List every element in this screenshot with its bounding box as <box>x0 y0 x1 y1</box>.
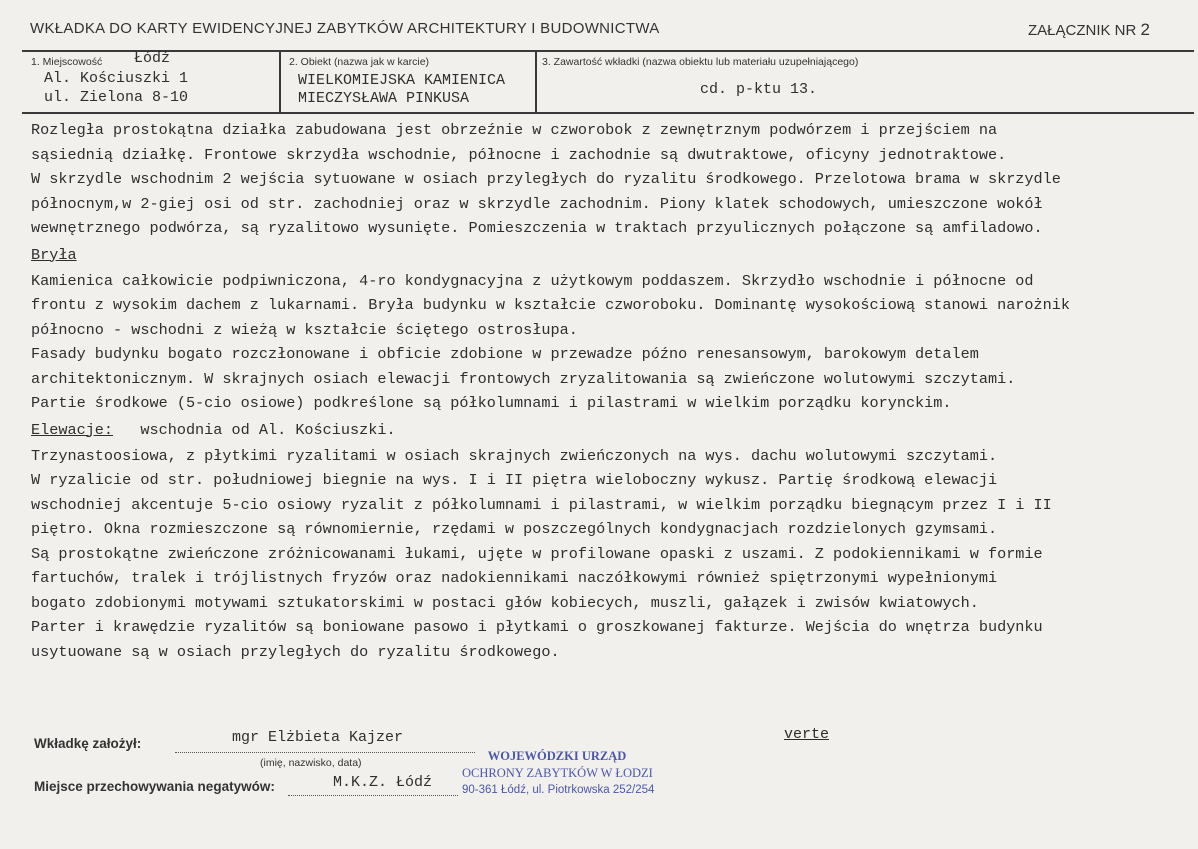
negatives-dotted-line <box>288 795 458 796</box>
annex-label <box>1028 20 1150 40</box>
bryla-line: Partie środkowe (5-cio osiowe) podkreślone są półkolumnami i pilastrami w wielkim porządku korynckim. <box>31 394 952 412</box>
bryla-heading: Bryła <box>31 245 77 264</box>
locality-value: Łódź <box>134 50 171 67</box>
elewacje-line: Trzynastoosiowa, z płytkimi ryzalitami w osiach skrajnych zwieńczonych na wys. dachu wolutowymi szczytami. <box>31 446 998 465</box>
elewacje-line: fartuchów, tralek i trójlistnych fryzów oraz nadokiennikami naczółkowymi również spiętrzonymi wypełnionymi <box>31 569 998 587</box>
bryla-line: północno - wschodni z wieżą w kształcie ściętego ostrosłupa. <box>31 320 578 339</box>
elewacje-line: W ryzalicie od str. południowej biegnie na wys. I i II piętra wieloboczny wykusz. Partię środkową elewacji <box>31 471 998 489</box>
field-divider-2 <box>535 50 537 112</box>
intro-line: północnym,w 2-giej osi od str. zachodniej oraz w skrzydle zachodnim. Piony klatek schodowych, umieszczone wokół <box>31 194 1043 213</box>
address-line-2: ul. Zielona 8-10 <box>44 89 189 106</box>
header-rule-top <box>22 50 1194 52</box>
object-caption: 2. Obiekt (nazwa jak w karcie) <box>289 56 430 68</box>
intro-line: W skrzydle wschodnim 2 wejścia sytuowane w osiach przyległych do ryzalitu środkowego. Przelotowa brama w skrzydle <box>31 170 1061 188</box>
author-label: Wkładkę założył: <box>34 736 142 751</box>
object-line-2: MIECZYSŁAWA PINKUSA <box>298 90 470 107</box>
elewacje-line: usytuowane są w osiach przyległych do ryzalitu środkowego. <box>31 642 560 661</box>
annex-label-text: ZAŁĄCZNIK NR <box>1028 22 1137 39</box>
negatives-value: M.K.Z. Łódź <box>333 774 433 791</box>
elewacje-line: piętro. Okna rozmieszczone są równomiernie, rzędami w poszczególnych kondygnacjach rozdzielonych gzymsami. <box>31 520 998 538</box>
description-body <box>31 118 1191 664</box>
verte-note: verte <box>784 726 830 743</box>
author-value: mgr Elżbieta Kajzer <box>232 729 404 746</box>
bryla-line: architektonicznym. W skrajnych osiach elewacji frontowych zryzalitowania są zwieńczone wolutowymi szczytami. <box>31 369 1016 388</box>
header-rule-bottom <box>22 112 1194 114</box>
elewacje-line: Parter i krawędzie ryzalitów są boniowane pasowo i płytkami o groszkowanej fakturze. Wejścia do wnętrza budynku <box>31 618 1043 636</box>
office-stamp <box>462 748 655 799</box>
bryla-line: Kamienica całkowicie podpiwniczona, 4-ro kondygnacyjna z użytkowym poddaszem. Skrzydło wschodnie i północne od <box>31 271 1034 290</box>
stamp-line-2: OCHRONY ZABYTKÓW W ŁODZI <box>462 766 653 780</box>
intro-line: sąsiednią działkę. Frontowe skrzydła wschodnie, północne i zachodnie są dwutraktowe, oficyny jednotraktowe. <box>31 145 1007 164</box>
elewacje-line: Są prostokątne zwieńczone zróżnicowanami łukami, ujęte w profilowane opaski z uszami. Z podokiennikami w formie <box>31 544 1043 563</box>
contents-value: cd. p-ktu 13. <box>700 81 818 98</box>
bryla-line: Fasady budynku bogato rozczłonowane i obficie zdobione w przewadze późno renesansowym, barokowym detalem <box>31 345 979 363</box>
intro-line: Rozległa prostokątna działka zabudowana jest obrzeźnie w czworobok z zewnętrznym podwórzem i przejściem na <box>31 121 998 139</box>
author-dotted-line <box>175 752 475 753</box>
negatives-label: Miejsce przechowywania negatywów: <box>34 779 275 794</box>
bryla-heading-row <box>31 241 1191 269</box>
elewacje-subheading: wschodnia od Al. Kościuszki. <box>140 420 396 439</box>
field-divider-1 <box>279 50 281 112</box>
object-line-1: WIELKOMIEJSKA KAMIENICA <box>298 72 506 89</box>
contents-caption: 3. Zawartość wkładki (nazwa obiektu lub materiału uzupełniającego) <box>542 56 859 68</box>
stamp-line-3: 90-361 Łódź, ul. Piotrkowska 252/254 <box>462 784 655 796</box>
form-title: WKŁADKA DO KARTY EWIDENCYJNEJ ZABYTKÓW ARCHITEKTURY I BUDOWNICTWA <box>30 20 660 37</box>
intro-line: wewnętrznego podwórza, są ryzalitowo wysunięte. Pomieszczenia w traktach przyulicznych połączone są amfiladowo. <box>31 219 1043 237</box>
address-line-1: Al. Kościuszki 1 <box>44 70 189 87</box>
author-caption: (imię, nazwisko, data) <box>260 757 362 769</box>
bryla-line: frontu z wysokim dachem z lukarnami. Bryła budynku w kształcie czworoboku. Dominantę wysokościową stanowi narożnik <box>31 296 1070 314</box>
annex-number: 2 <box>1140 20 1150 39</box>
elewacje-line: bogato zdobionymi motywami sztukatorskimi w postaci głów kobiecych, muszli, gałązek i zwisów kwiatowych. <box>31 593 979 612</box>
stamp-line-1: WOJEWÓDZKI URZĄD <box>487 749 627 763</box>
elewacje-line: wschodniej akcentuje 5-cio osiowy ryzalit z półkolumnami i pilastrami, w wielkim porządku biegnącym przez I i II <box>31 495 1052 514</box>
locality-caption: 1. Miejscowość <box>31 56 103 68</box>
elewacje-heading: Elewacje: <box>31 420 114 439</box>
elewacje-heading-row <box>31 416 1191 444</box>
